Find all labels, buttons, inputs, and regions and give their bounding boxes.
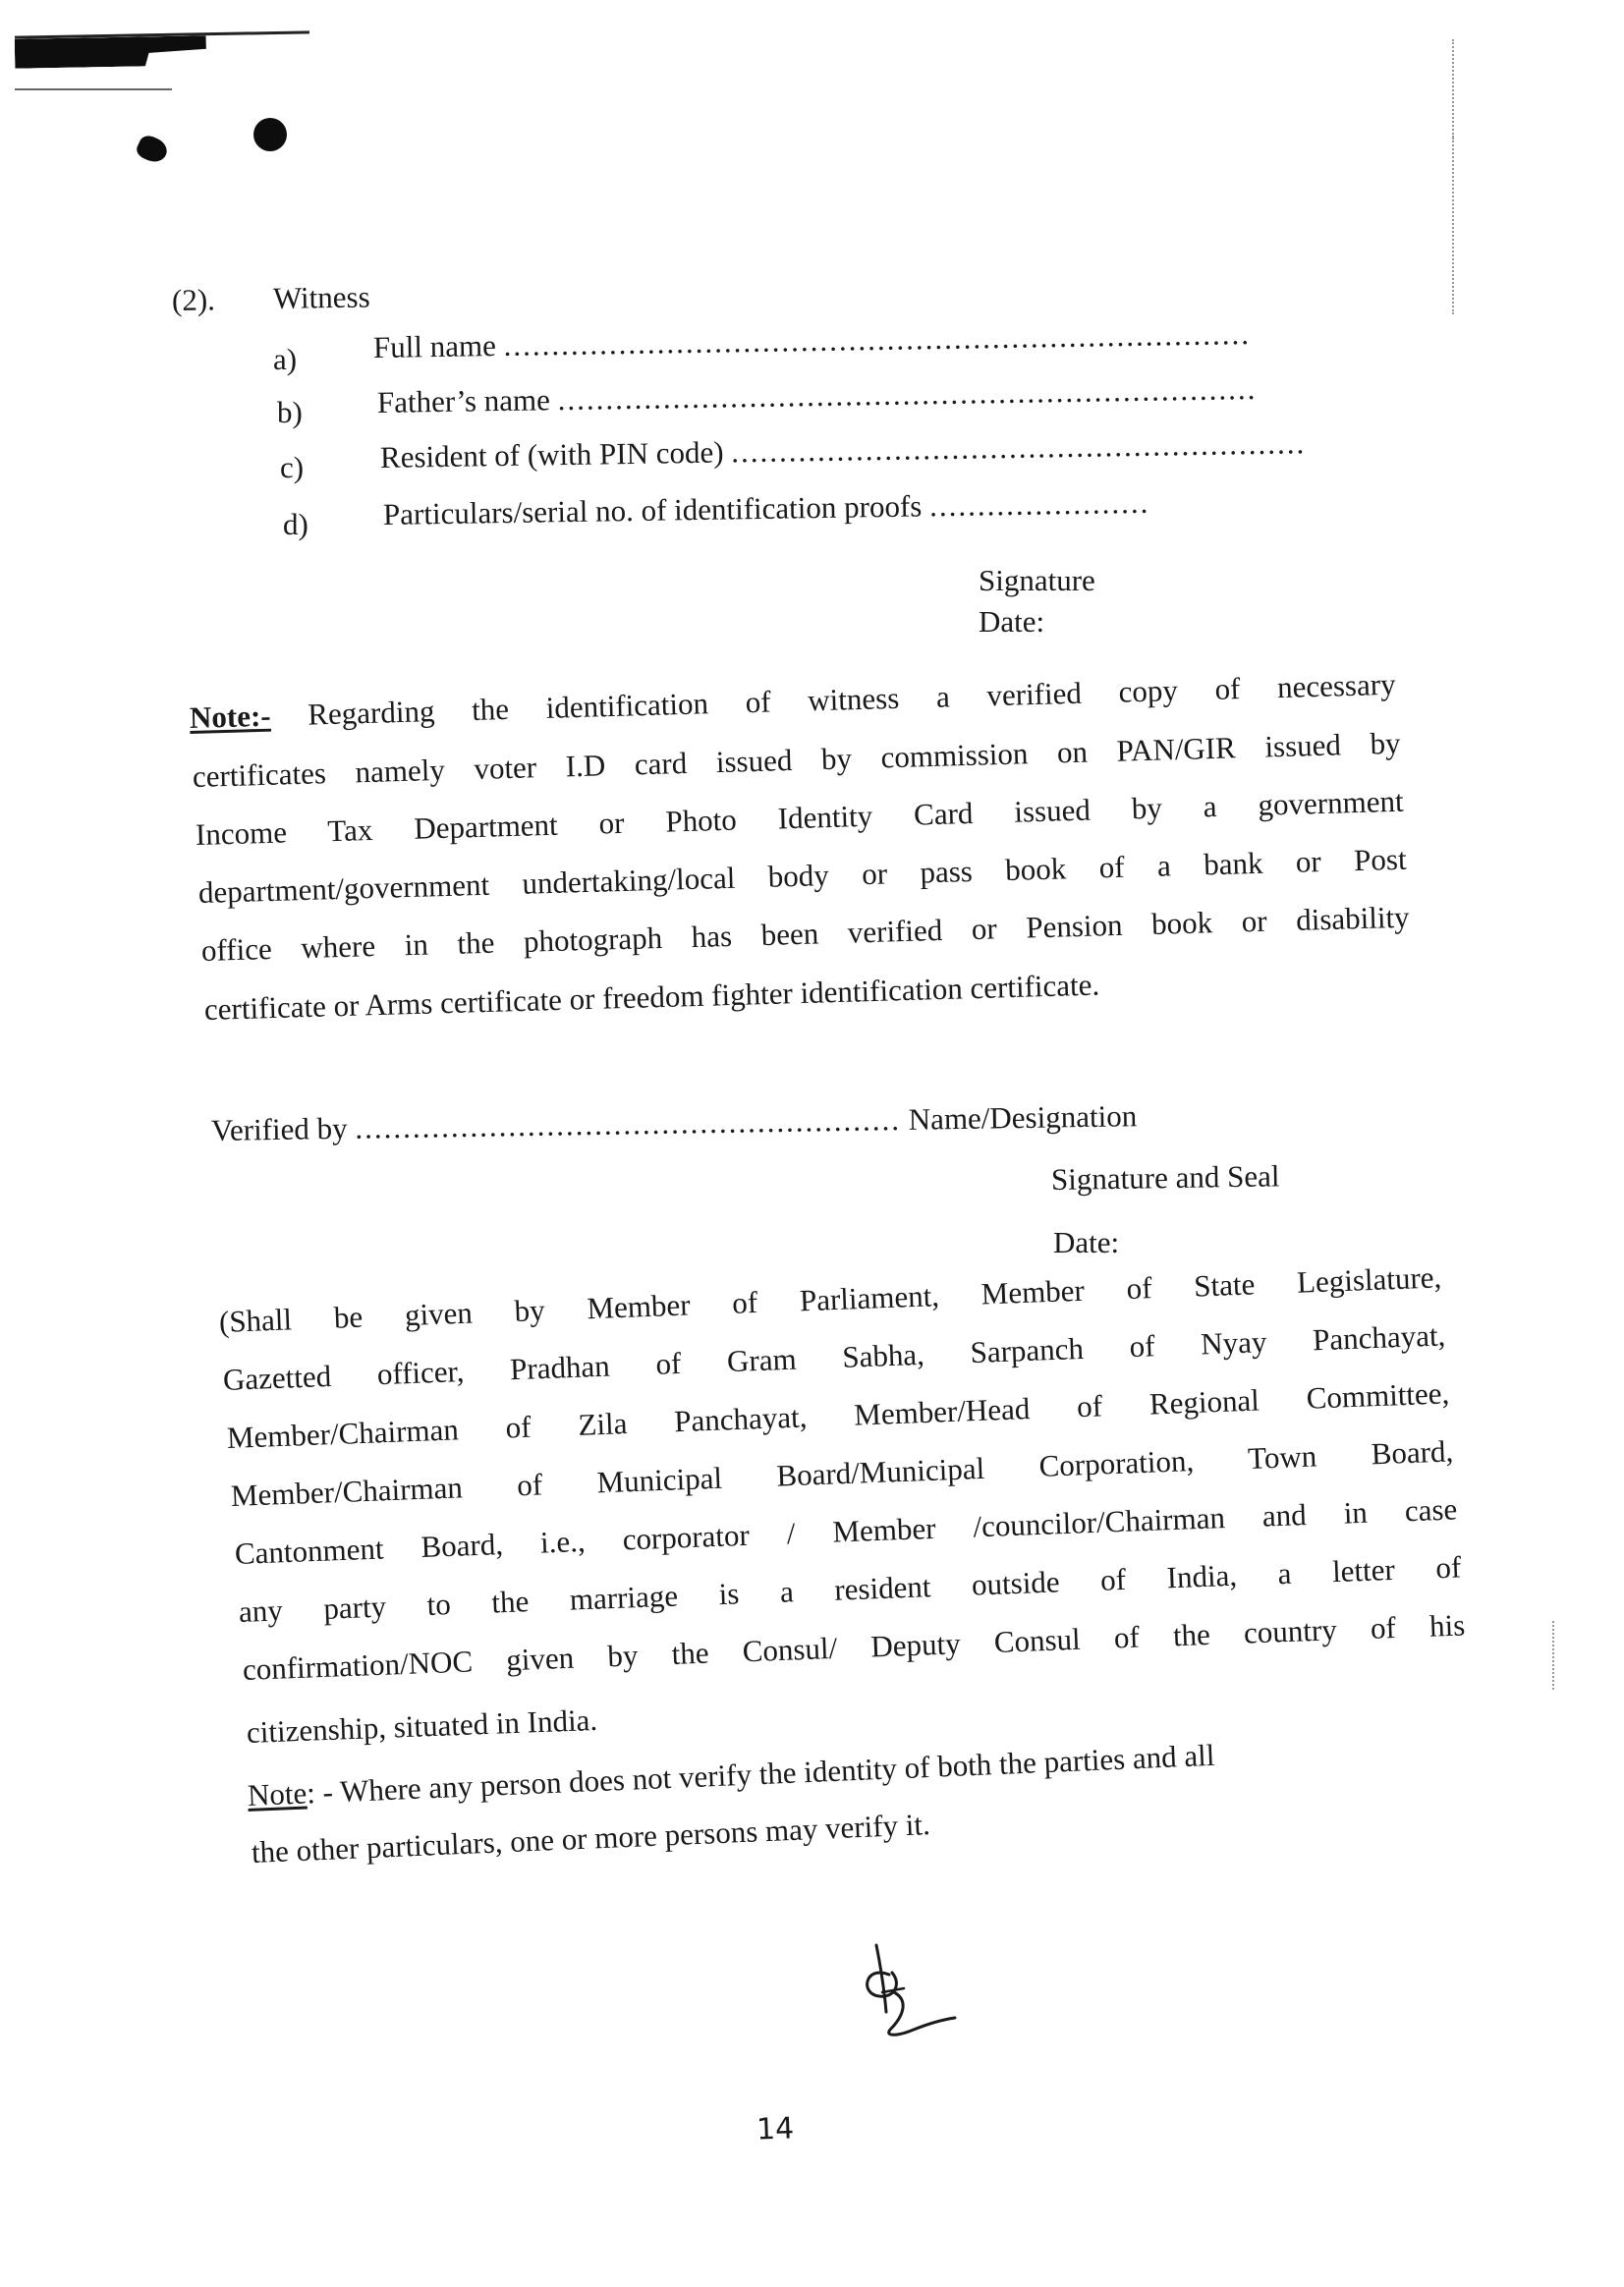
identification-proofs-blank: ....................... <box>928 484 1150 524</box>
fathers-name-field <box>376 370 1258 419</box>
field-letter-c: c) <box>280 450 305 484</box>
resident-of-label: Resident of (with PIN code) <box>379 434 724 474</box>
full-name-blank: .............................................................................. <box>503 315 1252 363</box>
verified-by-field <box>211 1100 1138 1145</box>
note2-label: Note <box>247 1775 308 1813</box>
handwritten-initials <box>855 1935 963 2053</box>
verified-by-label: Verified by <box>210 1110 348 1147</box>
note1-line-5: office where in the photograph has been verified or Pension book or disability <box>200 899 1411 968</box>
full-name-field <box>372 315 1252 364</box>
note2-line-2: the other particulars, one or more persons may verify it. <box>251 1807 931 1869</box>
note1-line-3: Income Tax Department or Photo Identity Card issued by a government <box>195 783 1405 852</box>
scan-edge-specks <box>1552 1621 1558 1690</box>
verification-date-label: Date: <box>1053 1225 1120 1259</box>
scan-artifact-bar <box>15 35 206 68</box>
authority-line-7: confirmation/NOC given by the Consul/ Deputy Consul of the country of his <box>242 1607 1466 1687</box>
witness-signature-label: Signature <box>979 563 1095 597</box>
field-letter-a: a) <box>273 342 298 376</box>
authority-line-5: Cantonment Board, i.e., corporator / Member /councilor/Chairman and in case <box>234 1491 1458 1571</box>
fathers-name-blank: ......................................................................... <box>557 370 1258 418</box>
scan-edge-specks <box>1452 138 1458 314</box>
note2-line-1: Note: - Where any person does not verify the identity of both the parties and all <box>247 1737 1215 1813</box>
punch-hole-mark <box>253 118 287 151</box>
identification-proofs-field <box>382 484 1150 531</box>
signature-seal-label: Signature and Seal <box>1050 1158 1280 1197</box>
identification-proofs-label: Particulars/serial no. of identification proofs <box>382 488 923 531</box>
witness-section-number: (2). <box>171 282 216 317</box>
resident-of-field <box>380 427 1307 473</box>
authority-line-3: Member/Chairman of Zila Panchayat, Member/Head of Regional Committee, <box>226 1375 1450 1455</box>
witness-date-label: Date: <box>979 604 1045 639</box>
fathers-name-label: Father’s name <box>376 382 551 419</box>
authority-line-8: citizenship, situated in India. <box>246 1701 598 1750</box>
scan-edge-specks <box>1452 39 1458 138</box>
note1-line-6: certificate or Arms certificate or freedom fighter identification certificate. <box>203 967 1100 1027</box>
note1-line-4: department/government undertaking/local body or pass book of a bank or Post <box>197 841 1408 910</box>
full-name-label: Full name <box>372 328 497 364</box>
witness-heading: Witness <box>272 279 370 315</box>
note1-line-2: certificates namely voter I.D card issued by commission on PAN/GIR issued by <box>192 725 1402 794</box>
punch-hole-mark <box>134 133 170 166</box>
verified-by-blank: ......................................................... <box>355 1101 902 1145</box>
scan-artifact-rule <box>15 88 172 90</box>
authority-line-4: Member/Chairman of Municipal Board/Municipal Corporation, Town Board, <box>230 1433 1454 1513</box>
authority-line-1: (Shall be given by Member of Parliament, Member of State Legislature, <box>218 1259 1442 1339</box>
resident-of-blank: ............................................................ <box>730 425 1307 470</box>
field-letter-d: d) <box>283 507 308 541</box>
authority-line-2: Gazetted officer, Pradhan of Gram Sabha, Sarpanch of Nyay Panchayat, <box>222 1317 1446 1397</box>
field-letter-b: b) <box>277 395 303 429</box>
note1-line-1: Note:- Regarding the identification of witness a verified copy of necessary <box>189 666 1397 735</box>
authority-line-6: any party to the marriage is a resident outside of India, a letter of <box>238 1549 1462 1629</box>
note1-label: Note:- <box>189 697 272 735</box>
page-number: 14 <box>756 2111 795 2148</box>
name-designation-label: Name/Designation <box>908 1098 1138 1137</box>
